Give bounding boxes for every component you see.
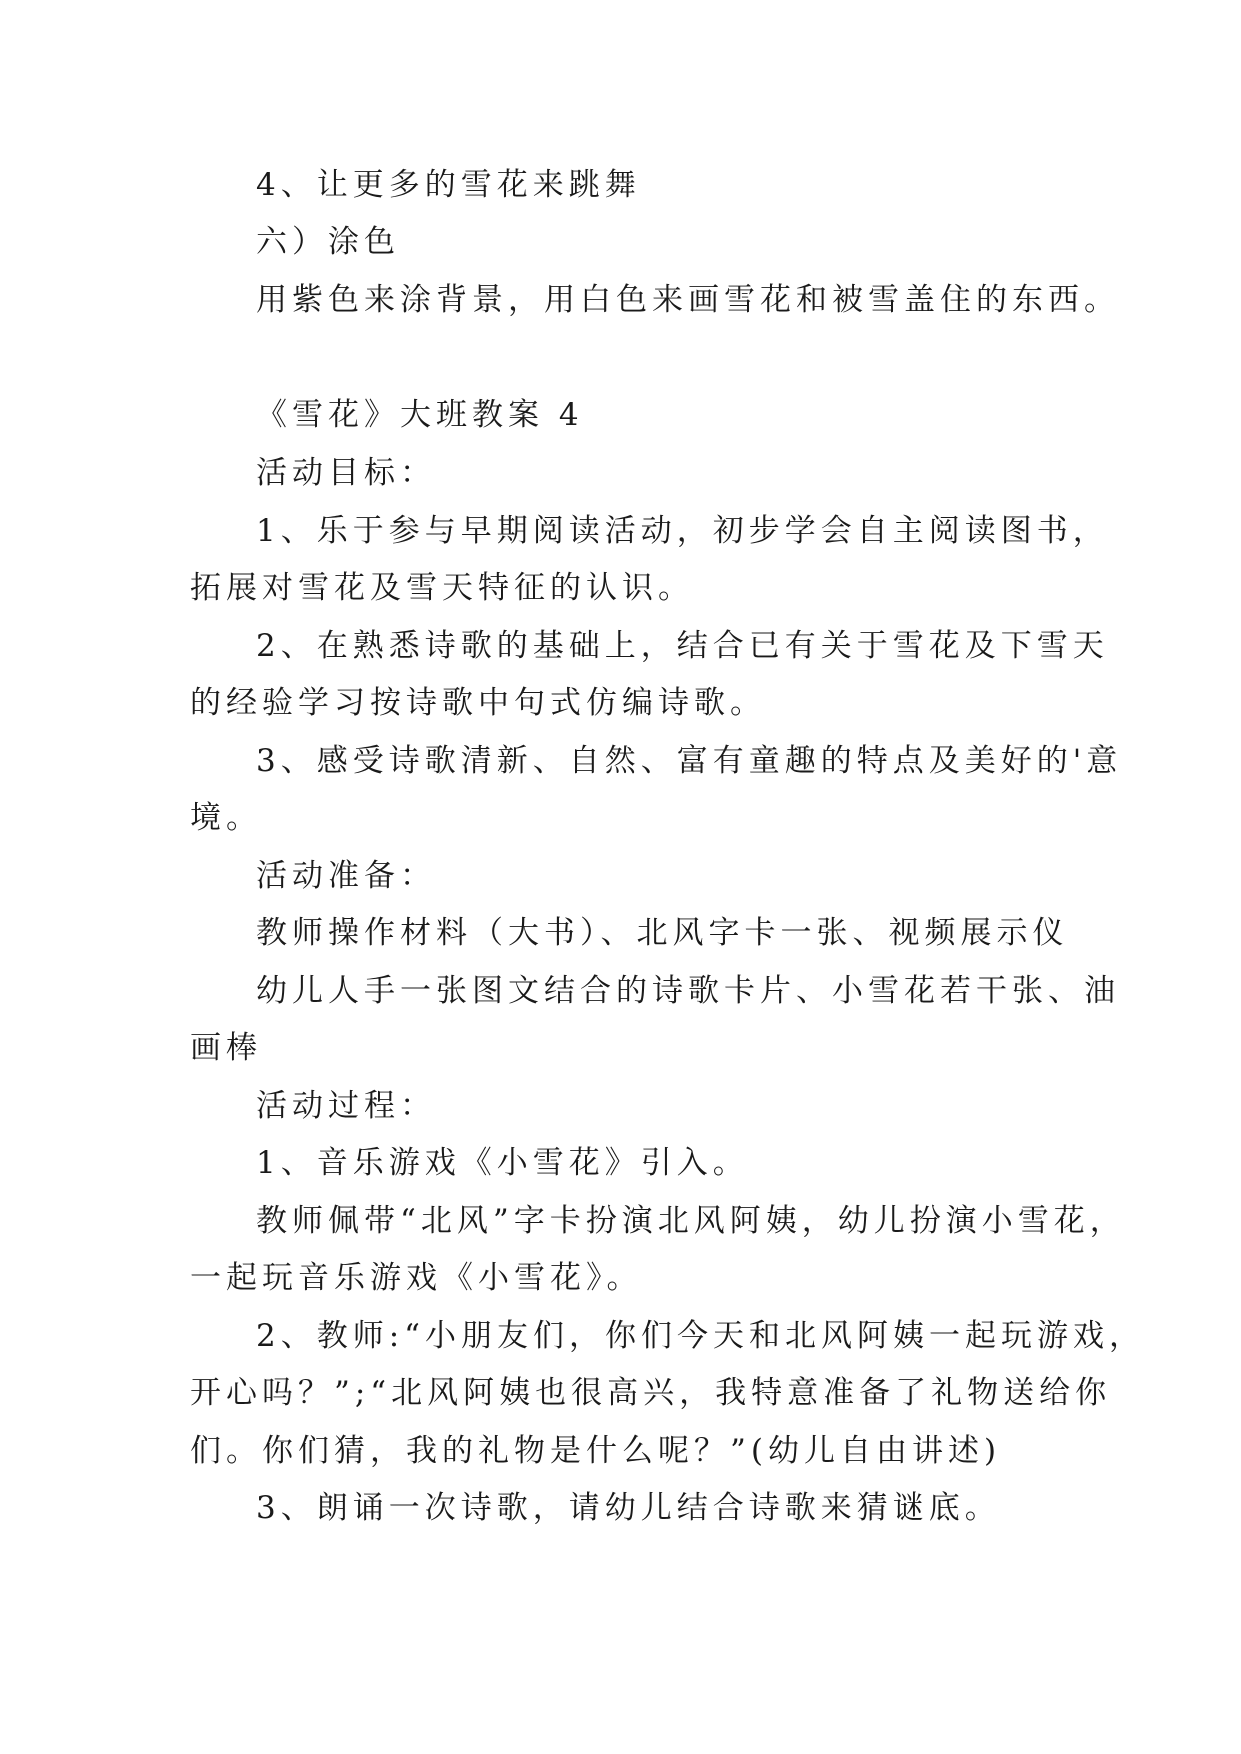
child-materials-line-1: 幼儿人手一张图文结合的诗歌卡片、小雪花若干张、油 [256,973,1120,1009]
process-step-2-line-2: 开心吗？”;“北风阿姨也很高兴，我特意准备了礼物送给你 [190,1375,1112,1411]
goal-1-line-1: 1、乐于参与早期阅读活动，初步学会自主阅读图书， [256,513,1109,549]
goal-1-line-2: 拓展对雪花及雪天特征的认识。 [190,570,694,606]
goal-2-line-1: 2、在熟悉诗歌的基础上，结合已有关于雪花及下雪天 [256,628,1109,664]
lesson-title: 《雪花》大班教案 4 [256,397,584,433]
coloring-instruction: 用紫色来涂背景，用白色来画雪花和被雪盖住的东西。 [256,282,1120,318]
process-step-1: 1、音乐游戏《小雪花》引入。 [256,1145,749,1181]
section-heading-coloring: 六）涂色 [256,224,400,260]
process-heading: 活动过程： [256,1088,436,1124]
goal-2-line-2: 的经验学习按诗歌中句式仿编诗歌。 [190,685,766,721]
process-step-1-detail-line-1: 教师佩带“北风”字卡扮演北风阿姨，幼儿扮演小雪花， [256,1203,1126,1239]
child-materials-line-2: 画棒 [190,1030,262,1066]
process-step-3: 3、朗诵一次诗歌，请幼儿结合诗歌来猜谜底。 [256,1490,1001,1526]
step-4-line: 4、让更多的雪花来跳舞 [256,167,641,203]
goal-3-line-1: 3、感受诗歌清新、自然、富有童趣的特点及美好的'意 [256,743,1123,779]
teacher-materials: 教师操作材料（大书）、北风字卡一张、视频展示仪 [256,915,1069,951]
process-step-1-detail-line-2: 一起玩音乐游戏《小雪花》。 [190,1260,643,1296]
process-step-2-line-1: 2、教师:“小朋友们，你们今天和北风阿姨一起玩游戏， [256,1318,1146,1354]
process-step-2-line-3: 们。你们猜，我的礼物是什么呢？”(幼儿自由讲述) [190,1433,1002,1469]
preparation-heading: 活动准备： [256,858,436,894]
goal-3-line-2: 境。 [190,800,262,836]
goals-heading: 活动目标： [256,455,436,491]
